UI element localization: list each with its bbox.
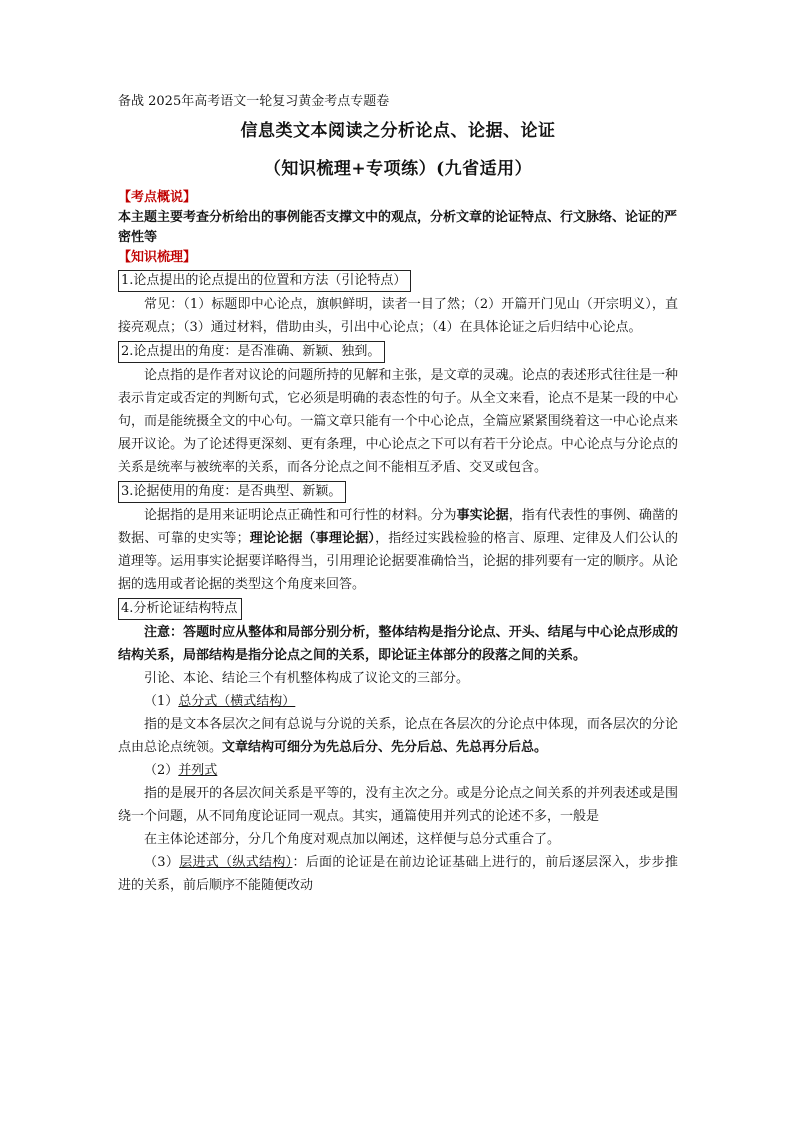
sub2-number: （2）	[144, 763, 179, 778]
exam-series-title: 备战 2025年高考语文一轮复习黄金考点专题卷	[118, 94, 390, 109]
sub3-paragraph	[118, 851, 678, 897]
sub3-title: 层进式（纵式结构）	[179, 855, 293, 870]
knowledge-item-3	[118, 479, 678, 596]
item3-text	[118, 504, 678, 596]
sub1-title: 总分式（横式结构）	[178, 694, 296, 709]
knowledge-item-4	[118, 596, 678, 897]
item4-intro: 引论、本论、结论三个有机整体构成了议论文的三部分。	[144, 671, 470, 686]
item1-text: 常见：（1）标题即中心论点，旗帜鲜明，读者一目了然；（2）开篇开门见山（开宗明义），直接亮观点；（3）通过材料，借助由头，引出中心论点；（4）在具体论证之后归结中心论点。	[118, 297, 678, 335]
sub2-title: 并列式	[178, 763, 218, 778]
sub1-heading	[118, 690, 678, 713]
item2-text: 论点指的是作者对议论的问题所持的见解和主张，是文章的灵魂。论点的表述形式往往是一种表示肯定或否定的判断句式，它必须是明确的表态性的句子。从全文来看，论点不是某一段的中心句，而是能统摄全文的中心句。一篇文章只能有一个中心论点，全篇应紧紧围绕着这一中心论点来展开议论。为了论述得更深刻、更有条理，中心论点之下可以有若干分论点。中心论点与分论点的关系是统率与被统率的关系，而各分论点之间不能相互矛盾、交叉或包含。	[118, 368, 678, 475]
sub1-text	[118, 713, 678, 759]
fact-evidence-term: 事实论据	[456, 508, 509, 523]
document-page	[118, 92, 678, 897]
item3-text-a: 论据指的是用来证明论点正确性和可行性的材料。分为	[144, 508, 457, 523]
document-subtitle: （知识梳理+专项练）(九省适用）	[263, 159, 533, 179]
sub2-text-continued: 在主体论述部分，分几个角度对观点加以阐述，这样便与总分式重合了。	[144, 832, 561, 847]
sub2-heading	[118, 759, 678, 782]
sub3-number: （3）	[144, 855, 180, 870]
sub1-text-b: 文章结构可细分为先总后分、先分后总、先总再分后总。	[222, 740, 548, 755]
knowledge-item-2	[118, 339, 678, 479]
sub2-text: 指的是展开的各层次间关系是平等的，没有主次之分。或是分论点之间关系的并列表述或是围绕一个问题，从不同角度论证同一观点。其实，通篇使用并列式的论述不多，一般是	[118, 786, 678, 824]
sub3-text: ：后面的论证是在前边论证基础上进行的，前后逐层深入，步步推进的关系，前后顺序不能随便改动	[118, 855, 678, 893]
knowledge-item-1	[118, 268, 678, 339]
theory-evidence-term: 理论论据（事理论据）	[249, 531, 376, 546]
knowledge-label: 【知识梳理】	[118, 250, 197, 265]
item3-text-b: ，指有代表性的事例、确凿的数据、可靠的史实等；	[118, 508, 678, 546]
document-title: 信息类文本阅读之分析论点、论据、论证	[240, 121, 556, 141]
item3-heading: 3.论据使用的角度：是否典型、新颖。	[118, 481, 346, 503]
item2-heading: 2.论点提出的角度：是否准确、新颖、独到。	[118, 341, 385, 363]
item4-heading: 4.分析论证结构特点	[118, 598, 242, 620]
sub1-text-a: 指的是文本各层次之间有总说与分说的关系，论点在各层次的分论点中体现，而各层次的分论点由总论点统领。	[118, 717, 678, 755]
item3-text-c: ，指经过实践检验的格言、原理、定律及人们公认的道理等。运用事实论据要详略得当，引用理论论据要准确恰当，论据的排列要有一定的顺序。从论据的选用或者论据的类型这个角度来回答。	[118, 531, 678, 592]
overview-label: 【考点概说】	[118, 190, 197, 205]
sub1-number: （1）	[144, 694, 179, 709]
item1-heading: 1.论点提出的论点提出的位置和方法（引论特点）	[118, 270, 411, 292]
overview-text: 本主题主要考查分析给出的事例能否支撑文中的观点，分析文章的论证特点、行文脉络、论证的严密性等	[118, 210, 678, 245]
item4-note: 注意：答题时应从整体和局部分别分析，整体结构是指分论点、开头、结尾与中心论点形成的结构关系，局部结构是指分论点之间的关系，即论证主体部分的段落之间的关系。	[118, 625, 678, 663]
